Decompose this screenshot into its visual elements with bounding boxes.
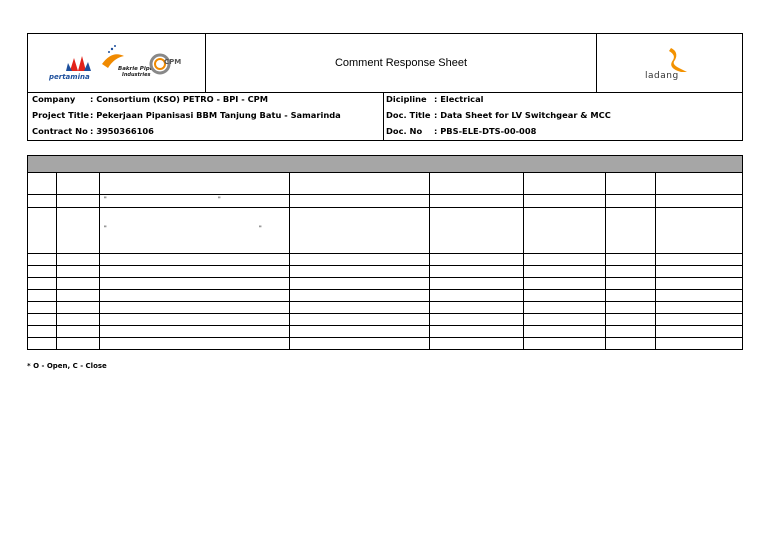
bakrie-logo-icon [102, 45, 124, 68]
doc-title-label: Doc. Title [386, 110, 431, 120]
doc-no-label: Doc. No [386, 126, 423, 136]
company-logos [28, 34, 206, 92]
doc-title-value: : Data Sheet for LV Switchgear & MCC [434, 110, 611, 120]
ladang-logo-text: ladang [645, 71, 679, 81]
column-divider [289, 172, 290, 350]
info-divider [383, 93, 384, 140]
contract-value: : 3950366106 [90, 126, 154, 136]
table-row [28, 301, 742, 302]
bakrie-text-1: Bakrie Pipe [118, 66, 154, 72]
table-row [28, 194, 742, 195]
pertamina-logo-icon [66, 56, 91, 71]
project-title-label: Project Title [32, 110, 90, 120]
table-header-band [28, 156, 742, 173]
table-row [28, 277, 742, 278]
page-title: Comment Response Sheet [334, 57, 468, 69]
cpm-logo-text: CPM [164, 58, 182, 66]
contract-label: Contract No [32, 126, 88, 136]
status-footnote: * O - Open, C - Close [27, 362, 107, 370]
ladang-logo-icon [597, 34, 743, 92]
company-label: Company [32, 94, 76, 104]
quote-mark: " [259, 225, 262, 232]
pertamina-logo-text: pertamina [49, 73, 90, 81]
column-divider [429, 172, 430, 350]
column-divider [99, 172, 100, 350]
table-row [28, 337, 742, 338]
column-divider [523, 172, 524, 350]
discipline-label: Dicipline [386, 94, 427, 104]
quote-mark: " [104, 196, 107, 203]
doc-no-value: : PBS-ELE-DTS-00-008 [434, 126, 537, 136]
comment-table [27, 155, 743, 350]
quote-mark: " [104, 225, 107, 232]
document-header [27, 33, 743, 93]
bakrie-text-2: Industries [122, 72, 151, 78]
table-row [28, 253, 742, 254]
column-divider [655, 172, 656, 350]
discipline-value: : Electrical [434, 94, 484, 104]
company-value: : Consortium (KSO) PETRO - BPI - CPM [90, 94, 269, 104]
column-divider [605, 172, 606, 350]
document-info [27, 93, 743, 141]
table-row [28, 325, 742, 326]
table-row [28, 313, 742, 314]
logos-graphic [28, 34, 205, 92]
table-row [28, 265, 742, 266]
project-title-value: : Pekerjaan Pipanisasi BBM Tanjung Batu - Samarinda [90, 110, 341, 120]
table-row [28, 289, 742, 290]
quote-mark: " [218, 196, 221, 203]
client-logo [596, 34, 743, 92]
table-row [28, 207, 742, 208]
column-divider [56, 172, 57, 350]
